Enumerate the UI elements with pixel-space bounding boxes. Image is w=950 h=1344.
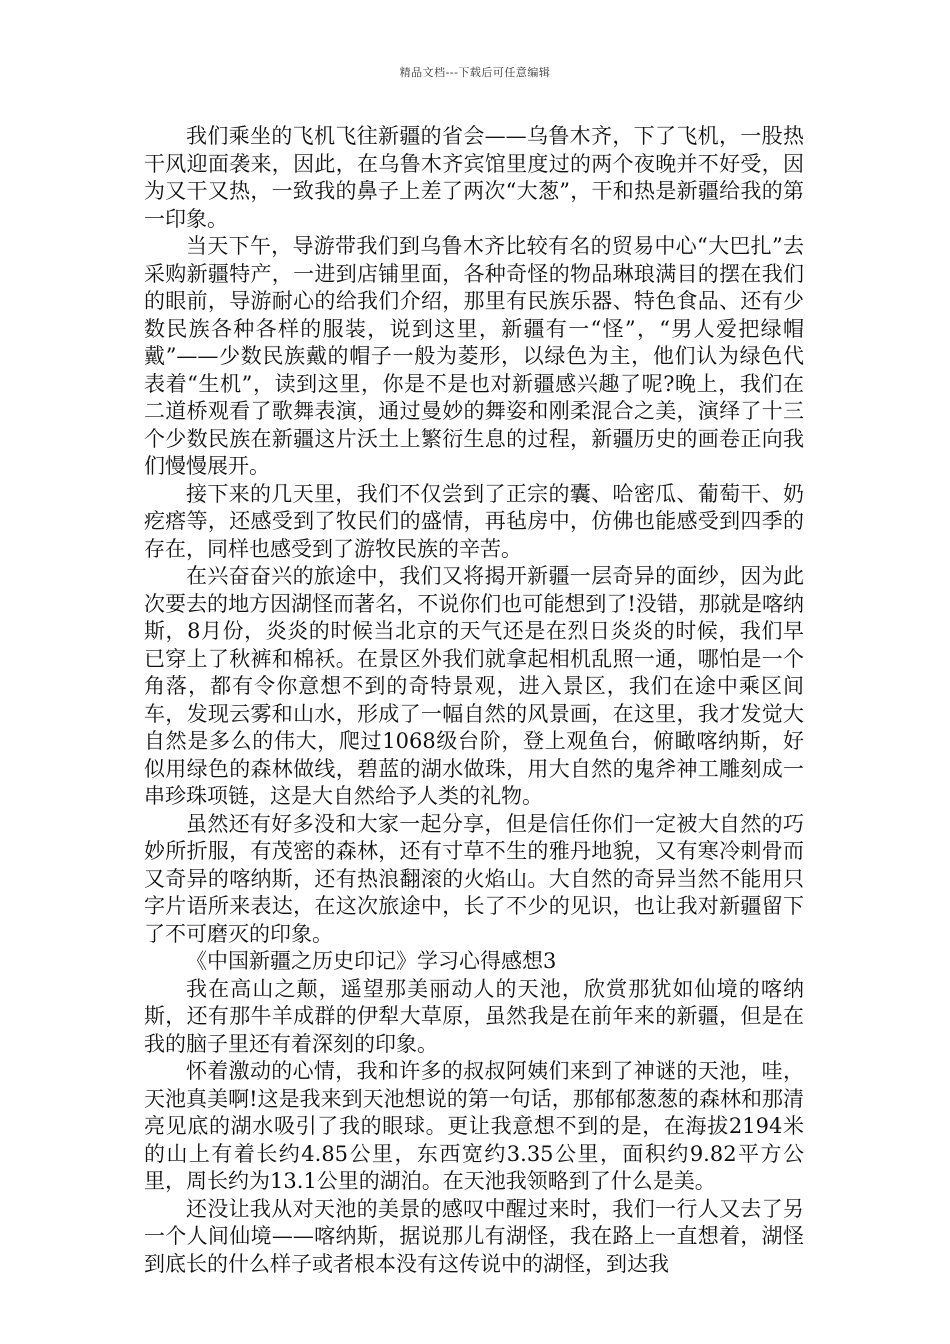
page-header: 精品文档---下载后可任意编辑: [399, 66, 551, 79]
paragraph: 虽然还有好多没和大家一起分享，但是信任你们一定被大自然的巧妙所折服，有茂密的森林，还有寸草不生的雅丹地貌，又有寒冷刺骨而又奇异的喀纳斯，还有热浪翻滚的火焰山。大自然的奇异当然不能用只字片语所来表达，在这次旅途中，长了不少的见识，也让我对新疆留下了不可磨灭的印象。: [144, 811, 804, 946]
paragraph: 当天下午，导游带我们到乌鲁木齐比较有名的贸易中心“大巴扎”去采购新疆特产，一进到店铺里面，各种奇怪的物品琳琅满目的摆在我们的眼前，导游耐心的给我们介绍，那里有民族乐器、特色食品、还有少数民族各种各样的服装，说到这里，新疆有一“怪”，“男人爱把绿帽戴”——少数民族戴的帽子一般为菱形，以绿色为主，他们认为绿色代表着“生机”，读到这里，你是不是也对新疆感兴趣了呢?晚上，我们在二道桥观看了歌舞表演，通过曼妙的舞姿和刚柔混合之美，演绎了十三个少数民族在新疆这片沃土上繁衍生息的过程，新疆历史的画卷正向我们慢慢展开。: [144, 234, 804, 478]
paragraph: 我们乘坐的飞机飞往新疆的省会——乌鲁木齐，下了飞机，一股热干风迎面袭来，因此，在乌鲁木齐宾馆里度过的两个夜晚并不好受，因为又干又热，一致我的鼻子上差了两次“大葱”，干和热是新疆给我的第一印象。: [144, 124, 804, 231]
paragraph: 接下来的几天里，我们不仅尝到了正宗的囊、哈密瓜、葡萄干、奶疙瘩等，还感受到了牧民们的盛情，再毡房中，仿佛也能感受到四季的存在，同样也感受到了游牧民族的辛苦。: [144, 481, 804, 561]
paragraph: 还没让我从对天池的美景的感叹中醒过来时，我们一行人又去了另一个人间仙境——喀纳斯，据说那儿有湖怪，我在路上一直想着，湖怪到底长的什么样子或者根本没有这传说中的湖怪，到达我: [144, 1196, 804, 1276]
paragraph: 我在高山之颠，遥望那美丽动人的天池，欣赏那犹如仙境的喀纳斯，还有那牛羊成群的伊犁大草原，虽然我是在前年来的新疆，但是在我的脑子里还有着深刻的印象。: [144, 976, 804, 1056]
document-body: [144, 123, 804, 1278]
section-heading: 《中国新疆之历史印记》学习心得感想3: [186, 949, 557, 973]
paragraph: 在兴奋奋兴的旅途中，我们又将揭开新疆一层奇异的面纱，因为此次要去的地方因湖怪而著名，不说你们也可能想到了!没错，那就是喀纳斯，8月份，炎炎的时候当北京的天气还是在烈日炎炎的时候，我们早已穿上了秋裤和棉袄。在景区外我们就拿起相机乱照一通，哪怕是一个角落，都有令你意想不到的奇特景观，进入景区，我们在途中乘区间车，发现云雾和山水，形成了一幅自然的风景画，在这里，我才发觉大自然是多么的伟大，爬过1068级台阶，登上观鱼台，俯瞰喀纳斯，好似用绿色的森林做线，碧蓝的湖水做珠，用大自然的鬼斧神工雕刻成一串珍珠项链，这是大自然给予人类的礼物。: [144, 564, 804, 808]
paragraph: 怀着激动的心情，我和许多的叔叔阿姨们来到了神谜的天池，哇，天池真美啊!这是我来到天池想说的第一句话，那郁郁葱葱的森林和那清亮见底的湖水吸引了我的眼球。更让我意想不到的是，在海拔2194米的山上有着长约4.85公里，东西宽约3.35公里，面积约9.82平方公里，周长约为13.1公里的湖泊。在天池我领略到了什么是美。: [144, 1059, 804, 1193]
